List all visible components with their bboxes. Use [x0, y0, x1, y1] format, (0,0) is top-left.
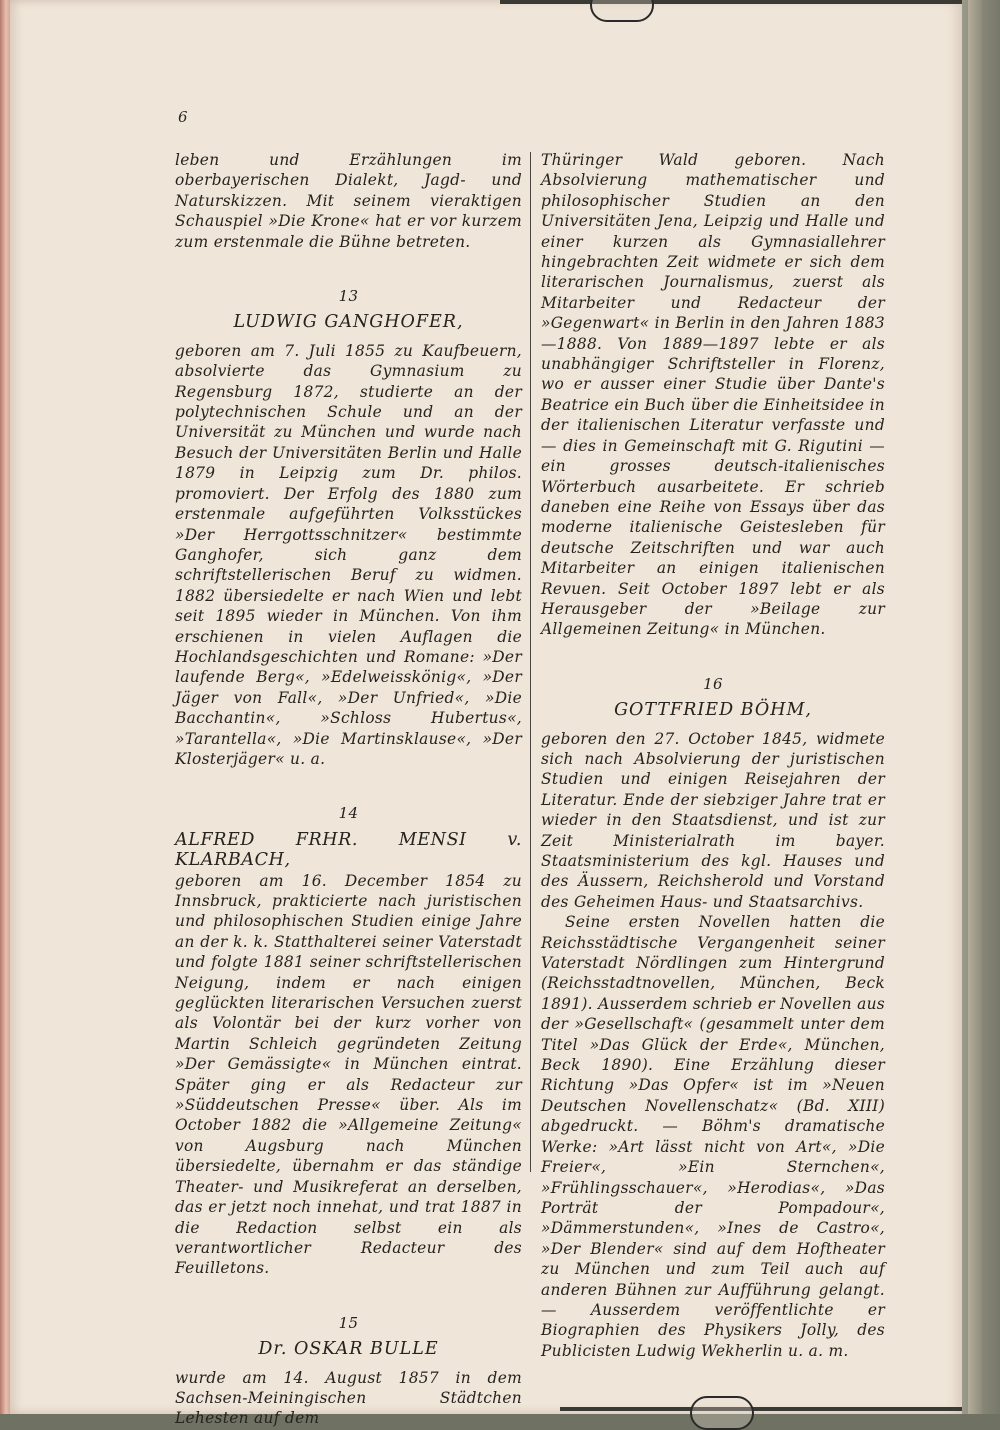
entry-16-title: GOTTFRIED BÖHM, — [614, 700, 812, 721]
binder-clip-bottom — [560, 1407, 962, 1411]
binder-ring-top — [590, 0, 654, 22]
binder-clip-top — [500, 0, 962, 4]
right-cover-edge — [962, 0, 1000, 1414]
entry-14-title: ALFRED FRHR. MENSI v. KLARBACH, — [175, 829, 522, 871]
entry-16-number: 16 — [703, 674, 723, 693]
entry-14-number: 14 — [338, 804, 359, 823]
entry-15-text: wurde am 14. August 1857 in dem Sachsen-Meiningischen Städtchen Lehesten auf dem — [175, 1368, 522, 1428]
left-binding-strip — [0, 0, 10, 1414]
column-divider — [530, 152, 531, 1172]
entry-15-number: 15 — [338, 1313, 359, 1332]
continuation-paragraph: Thüringer Wald geboren. Nach Absolvierung mathematischer und philosophischer Studien an den Universitäten Jena, Leipzig und Halle und einer kurzen als Gymnasiallehrer hingebrachten Zeit widmete er sich dem literarischen Journalismus, zuerst als Mitarbeiter und Redacteur der »Gegenwart« in Berlin in den Jahren 1883—1888. Von 1889—1897 lebte er als unabhängiger Schriftsteller in Florenz, wo er ausser einer Studie über Dante's Beatrice ein Buch über die Einheitsidee in der italienischen Literatur verfasste und — dies in Gemeinschaft mit G. Rigutini — ein grosses deutsch-italienisches Wörterbuch ausarbeitete. Er schrieb daneben eine Reihe von Essays über das moderne italienische Geistesleben für deutsche Zeitschriften und war auch Mitarbeiter an einigen italienischen Revuen. Seit October 1897 lebt er als Herausgeber der »Beilage zur Allgemeinen Zeitung« in München. — [541, 151, 885, 639]
entry-16-text-1: geboren den 27. October 1845, widmete sich nach Absolvierung der juristischen Studien und einigen Reisejahren der Literatur. Ende der siebziger Jahre trat er wieder in den Staatsdienst, und ist zur Zeit Ministerialrath im bayer. Staatsministerium des kgl. Hauses und des Äussern, Reichsherold und Vorstand des Geheimen Haus- und Staatsarchivs. — [541, 729, 885, 911]
intro-paragraph: leben und Erzählungen im oberbayerischen Dialekt, Jagd- und Naturskizzen. Mit seinem vieraktigen Schauspiel »Die Krone« hat er vor kurzem zum erstenmale die Bühne betreten. — [175, 151, 522, 251]
entry-16-text-2: Seine ersten Novellen hatten die Reichsstädtische Vergangenheit seiner Vaterstadt Nördlingen zum Hintergrund (Reichsstadtnovellen, München, Beck 1891). Ausserdem schrieb er Novellen aus der »Gesellschaft« (gesammelt unter dem Titel »Das Glück der Erde«, München, Beck 1890). Eine Erzählung dieser Richtung »Das Opfer« ist im »Neuen Deutschen Novellenschatz« (Bd. XIII) abgedruckt. — Böhm's dramatische Werke: »Art lässt nicht von Art«, »Die Freier«, »Ein Sternchen«, »Frühlingsschauer«, »Herodias«, »Das Porträt der Pompadour«, »Dämmerstunden«, »Ines de Castro«, »Der Blender« sind auf dem Hoftheater zu München und zum Teil auch auf anderen Bühnen zur Aufführung gelangt. — Ausserdem veröffentlichte er Biographien des Physikers Jolly, des Publicisten Ludwig Wekherlin u. a. m. — [541, 913, 885, 1360]
entry-13-text: geboren am 7. Juli 1855 zu Kaufbeuern, absolvierte das Gymnasium zu Regensburg 1872, studierte an der polytechnischen Schule und an der Universität zu München und wurde nach Besuch der Universitäten Berlin und Halle 1879 in Leipzig zum Dr. philos. promoviert. Der Erfolg des 1880 zum erstenmale aufgeführten Volksstückes »Der Herrgottsschnitzer« bestimmte Ganghofer, sich ganz dem schriftstellerischen Beruf zu widmen. 1882 übersiedelte er nach Wien und lebt seit 1895 wieder in München. Von ihm erschienen in vielen Auflagen die Hochlandsgeschichten und Romane: »Der laufende Berg«, »Edelweisskönig«, »Der Jäger von Fall«, »Der Unfried«, »Die Bacchantin«, »Schloss Hubertus«, »Tarantella«, »Die Martinsklause«, »Der Klosterjäger« u. a. — [175, 341, 522, 768]
entry-13-title: LUDWIG GANGHOFER, — [233, 312, 464, 333]
right-column — [541, 150, 885, 1361]
left-column — [175, 150, 522, 1429]
entry-13-number: 13 — [338, 287, 359, 306]
entry-14-text: geboren am 16. December 1854 zu Innsbruck, prakticierte nach juristischen und philosophischen Studien einige Jahre an der k. k. Statthalterei seiner Vaterstadt und folgte 1881 seiner schriftstellerischen Neigung, indem er nach einigen geglückten literarischen Versuchen zuerst als Volontär bei der kurz vorher von Martin Schleich gegründeten Zeitung »Der Gemässigte« in München eintrat. Später ging er als Redacteur zur »Süddeutschen Presse« über. Als im October 1882 die »Allgemeine Zeitung« von Augsburg nach München übersiedelte, übernahm er das ständige Theater- und Musikreferat an derselben, das er jetzt noch innehat, und trat 1887 in die Redaction selbst ein als verantwortlicher Redacteur des Feuilletons. — [175, 871, 522, 1278]
binder-ring-bottom — [690, 1396, 754, 1430]
page-number: 6 — [178, 108, 188, 126]
entry-15-title: Dr. OSKAR BULLE — [258, 1339, 439, 1360]
